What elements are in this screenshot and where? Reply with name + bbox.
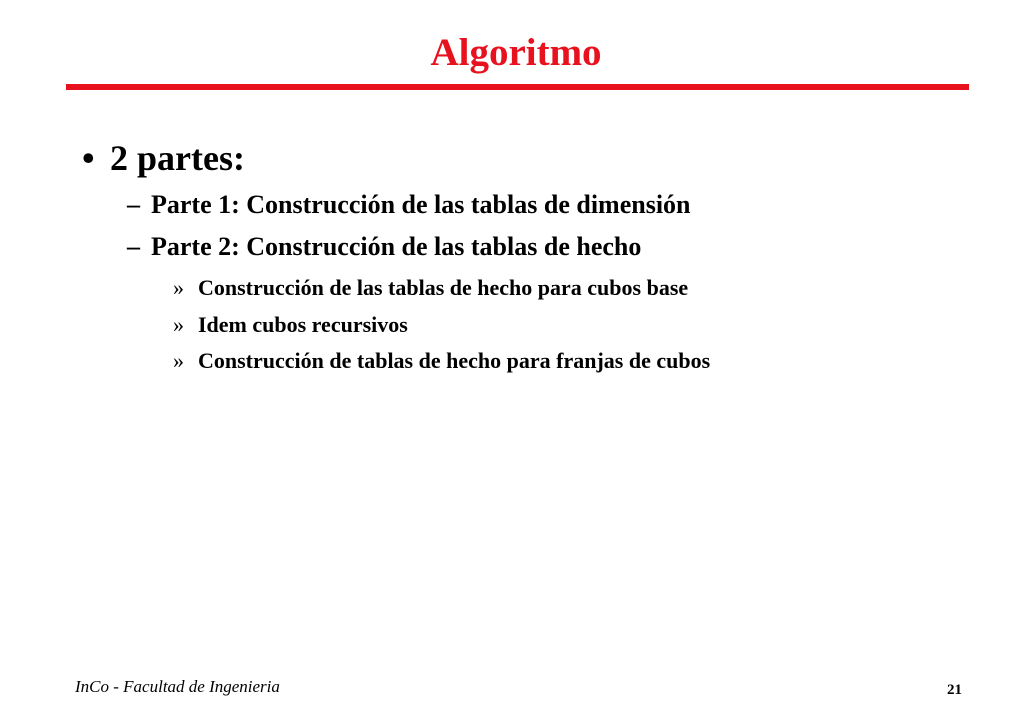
sub-sub-bullet-item [173,347,710,375]
sub-sub-bullet-text: Construcción de las tablas de hecho para cubos base [198,275,689,300]
sub-bullet-text: Parte 2: Construcción de las tablas de hecho [151,232,642,261]
sub-bullet-item [127,230,641,264]
bullet-item [82,135,245,181]
sub-sub-bullet-text: Construcción de tablas de hecho para franjas de cubos [198,348,711,373]
bullet-text: 2 partes: [110,138,245,178]
chevron-marker: » [173,312,184,337]
title-underline [66,84,969,90]
sub-sub-bullet-text: Idem cubos recursivos [198,312,408,337]
slide-title: Algoritmo [430,31,602,74]
dash-marker: – [127,190,140,219]
dash-marker: – [127,232,140,261]
page-number: 21 [947,682,962,698]
sub-bullet-text: Parte 1: Construcción de las tablas de dimensión [151,190,691,219]
sub-bullet-item [127,188,691,222]
footer-organization: InCo - Facultad de Ingenieria [75,677,280,696]
bullet-marker: • [82,138,95,178]
sub-sub-bullet-item [173,311,408,339]
chevron-marker: » [173,275,184,300]
chevron-marker: » [173,348,184,373]
sub-sub-bullet-item [173,274,688,302]
